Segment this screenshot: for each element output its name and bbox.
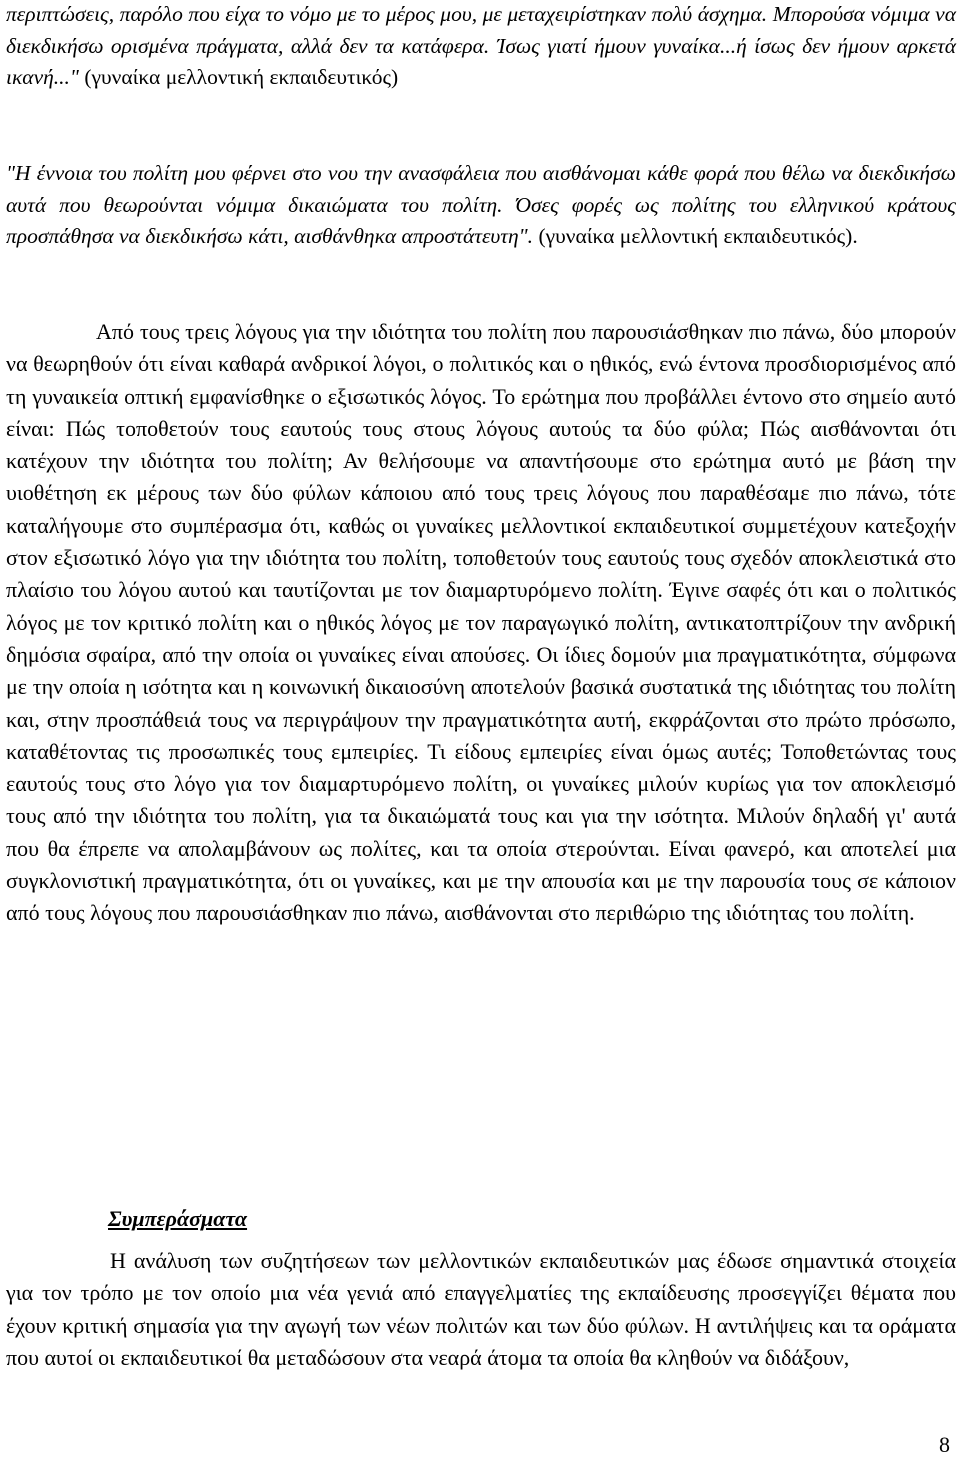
quote-2-text: "Η έννοια του πολίτη μου φέρνει στο νου την ανασφάλεια που αισθάνομαι κάθε φορά που θέλω να διεκδικήσω αυτά που θεωρούνται νόμιμα δικαιώματα του πολίτη. Όσες φορές ως πολίτης του ελληνικού κράτους προσπάθησα να διεκδικήσω κάτι, αισθάνθηκα απροστάτευτη". <box>6 161 956 248</box>
quote-paragraph-1 <box>6 0 956 94</box>
page-number: 8 <box>939 1432 950 1457</box>
body-paragraph-2: Η ανάλυση των συζητήσεων των μελλοντικών εκπαιδευτικών μας έδωσε σημαντικά στοιχεία για τον τρόπο με τον οποίο μια νέα γενιά από επαγγελματίες της εκπαίδευσης προσεγγίζει θέματα που έχουν κριτική σημασία για την αγωγή των νέων πολιτών και των δύο φύλων. Η αντιλήψεις και τα οράματα που αυτοί οι εκπαιδευτικοί θα μεταδώσουν στα νεαρά άτομα τα οποία θα κληθούν να διδάξουν, <box>6 1248 956 1370</box>
body-paragraph-1: Από τους τρεις λόγους για την ιδιότητα του πολίτη που παρουσιάσθηκαν πιο πάνω, δύο μπορούν να θεωρηθούν ότι είναι καθαρά ανδρικοί λόγοι, ο πολιτικός και ο ηθικός, ενώ έντονα προσδιορισμένος από τη γυναικεία οπτική εμφανίσθηκε ο εξισωτικός λόγος. Το ερώτημα που προβάλλει έντονο στο σημείο αυτό είναι: Πώς τοποθετούν τους εαυτούς τους στους λόγους αυτούς τα δύο φύλα; Πώς αισθάνονται ότι κατέχουν την ιδιότητα του πολίτη; Αν θελήσουμε να απαντήσουμε στο ερώτημα αυτό με βάση την υιοθέτηση εκ μέρους των δύο φύλων κάποιου από τους τρεις λόγους που παραθέσαμε πιο πάνω, τότε καταλήγουμε στο συμπέρασμα ότι, καθώς οι γυναίκες μελλοντικοί εκπαιδευτικοί συμμετέχουν κατεξοχήν στον εξισωτικό λόγο για την ιδιότητα του πολίτη, τοποθετούν τους εαυτούς τους σχεδόν αποκλειστικά στο πλαίσιο του λόγου αυτού και ταυτίζονται με τον διαμαρτυρόμενο πολίτη. Έγινε σαφές ότι και ο πολιτικός λόγος με τον κριτικό πολίτη και ο ηθικός λόγος με τον παραγωγικό πολίτη, αντικατοπτρίζουν την ανδρική δημόσια σφαίρα, από την οποία οι γυναίκες είναι απούσες. Οι ίδιες δομούν μια πραγματικότητα, σύμφωνα με την οποία η ισότητα και η κοινωνική δικαιοσύνη αποτελούν βασικά συστατικά της ιδιότητας του πολίτη και, στην προσπάθειά τους να περιγράψουν την πραγματικότητα αυτή, εκφράζονται στο πρώτο πρόσωπο, καταθέτοντας τις προσωπικές τους εμπειρίες. Τι είδους εμπειρίες είναι όμως αυτές; Τοποθετώντας τους εαυτούς τους στο λόγο για τον διαμαρτυρόμενο πολίτη, οι γυναίκες μιλούν κυρίως για τον αποκλεισμό τους από την ιδιότητα του πολίτη, για τα δικαιώματά τους και για την ισότητα. Μιλούν δηλαδή γι' αυτά που θα έπρεπε να απολαμβάνουν ως πολίτες, και τα οποία στερούνται. Είναι φανερό, και αποτελεί μια συγκλονιστική πραγματικότητα, ότι οι γυναίκες, και με την απουσία και με την παρουσία τους σε κάποιον από τους λόγους που παρουσιάσθηκαν πιο πάνω, αισθάνονται στο περιθώριο της ιδιότητας του πολίτη. <box>6 319 956 926</box>
quote-1-attribution: (γυναίκα μελλοντική εκπαιδευτικός) <box>78 65 399 89</box>
section-heading: Συμπεράσματα <box>108 1206 248 1231</box>
quote-1-text: περιπτώσεις, παρόλο που είχα το νόμο με το μέρος μου, με μεταχειρίστηκαν πολύ άσχημα. Μπορούσα νόμιμα να διεκδικήσω ορισμένα πράγματα, αλλά δεν τα κατάφερα. Ίσως γιατί ήμουν γυναίκα...ή ίσως δεν ήμουν αρκετά ικανή..." <box>6 2 956 89</box>
document-page <box>6 0 956 1469</box>
quote-2-attribution: (γυναίκα μελλοντική εκπαιδευτικός). <box>533 224 858 248</box>
quote-paragraph-2 <box>6 158 956 253</box>
